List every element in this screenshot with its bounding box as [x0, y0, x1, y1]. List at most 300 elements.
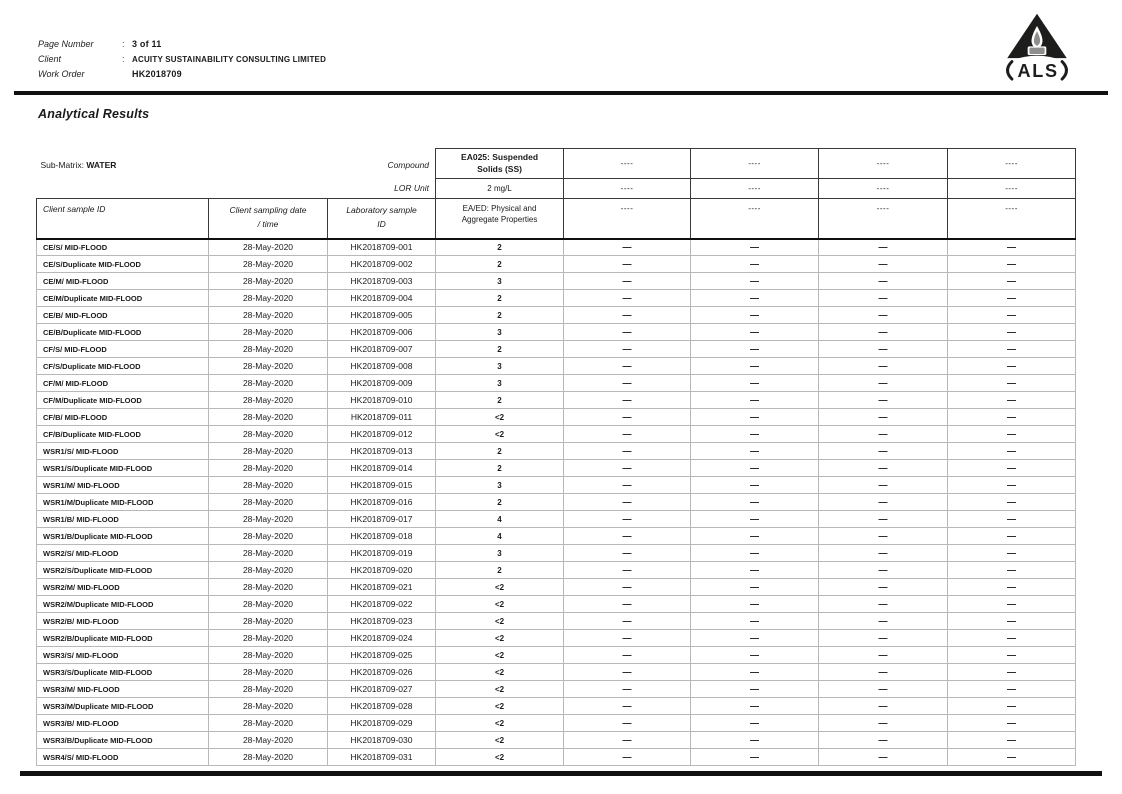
logo-burner	[1029, 48, 1044, 54]
client-sample-id-cell: CE/S/Duplicate MID-FLOOD	[37, 256, 209, 273]
table-row	[37, 358, 1076, 375]
empty-result-cell: —	[819, 749, 948, 766]
empty-result-cell: —	[948, 562, 1076, 579]
report-header	[38, 39, 326, 84]
als-logo-graphic	[1002, 11, 1072, 90]
lab-sample-id-cell: HK2018709-007	[328, 341, 436, 358]
empty-compound-header: ----	[819, 149, 948, 179]
result-cell: <2	[436, 409, 564, 426]
empty-result-cell: —	[691, 698, 819, 715]
empty-result-cell: —	[819, 307, 948, 324]
separator: :	[122, 39, 125, 49]
client-sample-id-cell: WSR3/B/Duplicate MID-FLOOD	[37, 732, 209, 749]
lab-sample-id-cell: HK2018709-011	[328, 409, 436, 426]
empty-result-cell: —	[948, 494, 1076, 511]
empty-lor-cell: ----	[948, 179, 1076, 199]
empty-method-header: ----	[691, 199, 819, 239]
empty-result-cell: —	[948, 409, 1076, 426]
empty-result-cell: —	[564, 324, 691, 341]
table-row	[37, 698, 1076, 715]
sampling-date-cell: 28-May-2020	[209, 698, 328, 715]
table-row	[37, 375, 1076, 392]
empty-result-cell: —	[691, 596, 819, 613]
sampling-date-cell: 28-May-2020	[209, 273, 328, 290]
empty-result-cell: —	[819, 732, 948, 749]
table-row	[37, 341, 1076, 358]
table-row	[37, 613, 1076, 630]
lab-sample-id-cell: HK2018709-008	[328, 358, 436, 375]
empty-result-cell: —	[564, 630, 691, 647]
results-tbody	[37, 239, 1076, 766]
table-row	[37, 545, 1076, 562]
sampling-date-cell: 28-May-2020	[209, 358, 328, 375]
client-sample-id-cell: CE/S/ MID-FLOOD	[37, 239, 209, 256]
empty-result-cell: —	[948, 528, 1076, 545]
sampling-date-cell: 28-May-2020	[209, 392, 328, 409]
table-row	[37, 732, 1076, 749]
lab-sample-id-cell: HK2018709-012	[328, 426, 436, 443]
empty-result-cell: —	[948, 732, 1076, 749]
sampling-date-cell: 28-May-2020	[209, 239, 328, 256]
empty-result-cell: —	[819, 596, 948, 613]
sampling-date-cell: 28-May-2020	[209, 460, 328, 477]
result-cell: 3	[436, 324, 564, 341]
table-row	[37, 477, 1076, 494]
page-bottom-rule	[20, 771, 1102, 776]
lab-sample-id-cell: HK2018709-023	[328, 613, 436, 630]
client-sample-id-cell: WSR3/S/ MID-FLOOD	[37, 647, 209, 664]
result-cell: <2	[436, 664, 564, 681]
empty-result-cell: —	[691, 562, 819, 579]
client-sample-id-cell: CF/M/Duplicate MID-FLOOD	[37, 392, 209, 409]
empty-result-cell: —	[948, 613, 1076, 630]
empty-result-cell: —	[691, 239, 819, 256]
table-row	[37, 460, 1076, 477]
result-cell: <2	[436, 596, 564, 613]
empty-result-cell: —	[564, 477, 691, 494]
empty-result-cell: —	[819, 511, 948, 528]
empty-result-cell: —	[819, 528, 948, 545]
lab-sample-id-cell: HK2018709-003	[328, 273, 436, 290]
empty-result-cell: —	[564, 613, 691, 630]
result-cell: 2	[436, 341, 564, 358]
lab-sample-id-cell: HK2018709-004	[328, 290, 436, 307]
empty-result-cell: —	[948, 290, 1076, 307]
empty-result-cell: —	[691, 273, 819, 290]
analyte-column-header: EA025: Suspended Solids (SS)	[436, 149, 564, 179]
result-cell: <2	[436, 647, 564, 664]
result-cell: <2	[436, 749, 564, 766]
empty-result-cell: —	[819, 409, 948, 426]
client-sample-id-cell: CF/M/ MID-FLOOD	[37, 375, 209, 392]
empty-result-cell: —	[691, 324, 819, 341]
client-value: ACUITY SUSTAINABILITY CONSULTING LIMITED	[132, 55, 327, 64]
table-row	[37, 307, 1076, 324]
sampling-date-cell: 28-May-2020	[209, 664, 328, 681]
lab-sample-id-cell: HK2018709-030	[328, 732, 436, 749]
table-row	[37, 647, 1076, 664]
empty-result-cell: —	[948, 749, 1076, 766]
sampling-date-cell: 28-May-2020	[209, 630, 328, 647]
empty-result-cell: —	[564, 443, 691, 460]
empty-result-cell: —	[691, 681, 819, 698]
result-cell: 4	[436, 511, 564, 528]
als-logo	[1002, 11, 1072, 90]
empty-result-cell: —	[819, 443, 948, 460]
lab-sample-id-cell: HK2018709-015	[328, 477, 436, 494]
client-sample-id-cell: WSR1/B/Duplicate MID-FLOOD	[37, 528, 209, 545]
analyte-lor-unit: 2 mg/L	[436, 179, 564, 199]
sampling-date-cell: 28-May-2020	[209, 290, 328, 307]
result-cell: 3	[436, 273, 564, 290]
empty-result-cell: —	[948, 324, 1076, 341]
lab-sample-id-cell: HK2018709-026	[328, 664, 436, 681]
table-row	[37, 630, 1076, 647]
result-cell: 3	[436, 477, 564, 494]
empty-result-cell: —	[819, 460, 948, 477]
sampling-date-cell: 28-May-2020	[209, 256, 328, 273]
lab-sample-id-cell: HK2018709-020	[328, 562, 436, 579]
empty-result-cell: —	[691, 460, 819, 477]
lab-sample-id-cell: HK2018709-016	[328, 494, 436, 511]
empty-result-cell: —	[948, 426, 1076, 443]
lab-sample-id-cell: HK2018709-014	[328, 460, 436, 477]
result-cell: 2	[436, 392, 564, 409]
client-row	[38, 54, 326, 69]
result-cell: 3	[436, 375, 564, 392]
empty-result-cell: —	[819, 664, 948, 681]
empty-compound-header: ----	[564, 149, 691, 179]
lab-sample-id-cell: HK2018709-027	[328, 681, 436, 698]
empty-lor-cell: ----	[564, 179, 691, 199]
empty-compound-header: ----	[948, 149, 1076, 179]
client-sample-id-cell: WSR1/M/Duplicate MID-FLOOD	[37, 494, 209, 511]
empty-result-cell: —	[948, 341, 1076, 358]
sampling-date-cell: 28-May-2020	[209, 375, 328, 392]
empty-result-cell: —	[691, 749, 819, 766]
result-cell: 4	[436, 528, 564, 545]
empty-result-cell: —	[948, 358, 1076, 375]
lab-sample-id-cell: HK2018709-024	[328, 630, 436, 647]
page-number-row	[38, 39, 326, 54]
empty-result-cell: —	[819, 256, 948, 273]
empty-result-cell: —	[691, 630, 819, 647]
empty-result-cell: —	[819, 375, 948, 392]
lab-sample-id-header: Laboratory sample ID	[328, 199, 436, 239]
empty-result-cell: —	[948, 477, 1076, 494]
table-row	[37, 579, 1076, 596]
empty-result-cell: —	[819, 562, 948, 579]
section-title: Analytical Results	[38, 107, 150, 121]
empty-result-cell: —	[691, 290, 819, 307]
table-row	[37, 715, 1076, 732]
empty-result-cell: —	[564, 528, 691, 545]
empty-result-cell: —	[948, 460, 1076, 477]
client-sample-id-cell: WSR3/S/Duplicate MID-FLOOD	[37, 664, 209, 681]
sampling-date-cell: 28-May-2020	[209, 307, 328, 324]
sampling-date-cell: 28-May-2020	[209, 341, 328, 358]
empty-result-cell: —	[691, 579, 819, 596]
empty-result-cell: —	[691, 613, 819, 630]
empty-result-cell: —	[564, 562, 691, 579]
empty-result-cell: —	[819, 358, 948, 375]
table-row	[37, 749, 1076, 766]
lab-sample-id-cell: HK2018709-022	[328, 596, 436, 613]
empty-compound-header: ----	[691, 149, 819, 179]
empty-result-cell: —	[691, 477, 819, 494]
lab-sample-id-cell: HK2018709-002	[328, 256, 436, 273]
client-sample-id-cell: WSR4/S/ MID-FLOOD	[37, 749, 209, 766]
empty-result-cell: —	[948, 647, 1076, 664]
empty-result-cell: —	[564, 307, 691, 324]
result-cell: <2	[436, 613, 564, 630]
empty-result-cell: —	[691, 358, 819, 375]
empty-result-cell: —	[948, 545, 1076, 562]
empty-result-cell: —	[564, 392, 691, 409]
result-cell: 2	[436, 562, 564, 579]
empty-result-cell: —	[819, 681, 948, 698]
client-sample-id-cell: CE/B/ MID-FLOOD	[37, 307, 209, 324]
result-cell: 2	[436, 494, 564, 511]
result-cell: <2	[436, 715, 564, 732]
client-sample-id-cell: WSR1/B/ MID-FLOOD	[37, 511, 209, 528]
empty-result-cell: —	[691, 307, 819, 324]
header-divider-rule	[14, 91, 1108, 95]
empty-result-cell: —	[819, 239, 948, 256]
client-sample-id-cell: CE/B/Duplicate MID-FLOOD	[37, 324, 209, 341]
result-cell: 2	[436, 443, 564, 460]
empty-result-cell: —	[691, 392, 819, 409]
client-sample-id-cell: WSR2/S/Duplicate MID-FLOOD	[37, 562, 209, 579]
empty-result-cell: —	[691, 732, 819, 749]
empty-result-cell: —	[564, 273, 691, 290]
compound-row-label: Compound	[387, 160, 430, 170]
empty-result-cell: —	[564, 290, 691, 307]
result-cell: <2	[436, 681, 564, 698]
table-row	[37, 511, 1076, 528]
empty-result-cell: —	[564, 664, 691, 681]
empty-result-cell: —	[691, 528, 819, 545]
client-sample-id-cell: WSR1/S/ MID-FLOOD	[37, 443, 209, 460]
sampling-date-cell: 28-May-2020	[209, 579, 328, 596]
sampling-date-cell: 28-May-2020	[209, 732, 328, 749]
empty-result-cell: —	[948, 715, 1076, 732]
sampling-date-cell: 28-May-2020	[209, 681, 328, 698]
empty-result-cell: —	[691, 409, 819, 426]
result-cell: 2	[436, 290, 564, 307]
empty-result-cell: —	[948, 256, 1076, 273]
client-sample-id-cell: WSR2/B/ MID-FLOOD	[37, 613, 209, 630]
empty-method-header: ----	[819, 199, 948, 239]
separator: :	[122, 54, 125, 64]
client-sample-id-cell: WSR3/M/ MID-FLOOD	[37, 681, 209, 698]
lab-sample-id-cell: HK2018709-001	[328, 239, 436, 256]
client-sample-id-cell: WSR2/M/Duplicate MID-FLOOD	[37, 596, 209, 613]
results-table-container	[36, 148, 1076, 766]
table-row	[37, 562, 1076, 579]
work-order-label: Work Order	[38, 69, 85, 79]
empty-result-cell: —	[819, 324, 948, 341]
sampling-date-cell: 28-May-2020	[209, 477, 328, 494]
sampling-date-cell: 28-May-2020	[209, 545, 328, 562]
sampling-date-cell: 28-May-2020	[209, 647, 328, 664]
work-order-row	[38, 69, 326, 84]
page-number-label: Page Number	[38, 39, 94, 49]
client-sample-id-cell: CE/M/ MID-FLOOD	[37, 273, 209, 290]
empty-result-cell: —	[564, 494, 691, 511]
empty-result-cell: —	[948, 681, 1076, 698]
result-cell: 3	[436, 545, 564, 562]
sampling-date-cell: 28-May-2020	[209, 324, 328, 341]
empty-result-cell: —	[819, 545, 948, 562]
lab-sample-id-cell: HK2018709-028	[328, 698, 436, 715]
sampling-date-cell: 28-May-2020	[209, 528, 328, 545]
client-sample-id-cell: WSR1/S/Duplicate MID-FLOOD	[37, 460, 209, 477]
lab-sample-id-cell: HK2018709-018	[328, 528, 436, 545]
empty-result-cell: —	[564, 358, 691, 375]
sampling-date-cell: 28-May-2020	[209, 715, 328, 732]
client-sample-id-cell: CF/S/ MID-FLOOD	[37, 341, 209, 358]
result-cell: <2	[436, 698, 564, 715]
empty-result-cell: —	[819, 647, 948, 664]
empty-result-cell: —	[948, 664, 1076, 681]
lab-sample-id-cell: HK2018709-010	[328, 392, 436, 409]
sampling-date-cell: 28-May-2020	[209, 443, 328, 460]
empty-result-cell: —	[564, 511, 691, 528]
result-cell: <2	[436, 732, 564, 749]
empty-result-cell: —	[819, 426, 948, 443]
client-sample-id-cell: CF/S/Duplicate MID-FLOOD	[37, 358, 209, 375]
sub-matrix-label: Sub-Matrix: WATER	[40, 160, 117, 170]
client-sample-id-cell: CF/B/ MID-FLOOD	[37, 409, 209, 426]
sampling-date-cell: 28-May-2020	[209, 409, 328, 426]
page-number-value: 3 of 11	[132, 39, 162, 49]
client-sample-id-cell: WSR3/B/ MID-FLOOD	[37, 715, 209, 732]
empty-result-cell: —	[948, 273, 1076, 290]
empty-result-cell: —	[819, 579, 948, 596]
empty-result-cell: —	[819, 715, 948, 732]
empty-result-cell: —	[691, 443, 819, 460]
empty-result-cell: —	[564, 426, 691, 443]
empty-result-cell: —	[564, 647, 691, 664]
logo-text: ALS	[1017, 60, 1059, 81]
empty-result-cell: —	[691, 664, 819, 681]
empty-result-cell: —	[691, 426, 819, 443]
compound-header-row	[37, 149, 1076, 179]
empty-result-cell: —	[948, 698, 1076, 715]
lor-unit-label: LOR Unit	[394, 183, 430, 194]
empty-result-cell: —	[948, 392, 1076, 409]
client-sample-id-cell: WSR3/M/Duplicate MID-FLOOD	[37, 698, 209, 715]
empty-result-cell: —	[819, 613, 948, 630]
sampling-date-cell: 28-May-2020	[209, 562, 328, 579]
empty-result-cell: —	[691, 256, 819, 273]
result-cell: 2	[436, 307, 564, 324]
empty-result-cell: —	[564, 409, 691, 426]
sub-matrix-value: WATER	[86, 160, 117, 170]
lab-sample-id-cell: HK2018709-025	[328, 647, 436, 664]
empty-result-cell: —	[691, 511, 819, 528]
table-row	[37, 290, 1076, 307]
result-cell: <2	[436, 630, 564, 647]
lab-sample-id-cell: HK2018709-021	[328, 579, 436, 596]
empty-result-cell: —	[564, 545, 691, 562]
sampling-date-cell: 28-May-2020	[209, 596, 328, 613]
empty-result-cell: —	[948, 511, 1076, 528]
analyte-method-header: EA/ED: Physical and Aggregate Properties	[436, 199, 564, 239]
result-cell: 2	[436, 460, 564, 477]
empty-result-cell: —	[948, 443, 1076, 460]
empty-result-cell: —	[819, 630, 948, 647]
client-sample-id-cell: WSR2/B/Duplicate MID-FLOOD	[37, 630, 209, 647]
lab-sample-id-cell: HK2018709-031	[328, 749, 436, 766]
lab-sample-id-cell: HK2018709-009	[328, 375, 436, 392]
empty-result-cell: —	[564, 596, 691, 613]
sampling-date-header: Client sampling date / time	[209, 199, 328, 239]
empty-result-cell: —	[819, 477, 948, 494]
column-header-row	[37, 199, 1076, 239]
empty-result-cell: —	[948, 307, 1076, 324]
empty-result-cell: —	[564, 256, 691, 273]
empty-result-cell: —	[948, 630, 1076, 647]
empty-result-cell: —	[819, 494, 948, 511]
empty-lor-cell: ----	[691, 179, 819, 199]
empty-result-cell: —	[564, 698, 691, 715]
table-row	[37, 596, 1076, 613]
empty-result-cell: —	[819, 341, 948, 358]
result-cell: 2	[436, 256, 564, 273]
empty-result-cell: —	[564, 579, 691, 596]
sampling-date-cell: 28-May-2020	[209, 749, 328, 766]
empty-result-cell: —	[948, 375, 1076, 392]
empty-result-cell: —	[691, 494, 819, 511]
table-row	[37, 528, 1076, 545]
empty-result-cell: —	[691, 647, 819, 664]
lab-sample-id-cell: HK2018709-013	[328, 443, 436, 460]
client-sample-id-cell: WSR2/S/ MID-FLOOD	[37, 545, 209, 562]
table-row	[37, 256, 1076, 273]
empty-result-cell: —	[564, 375, 691, 392]
client-sample-id-cell: CE/M/Duplicate MID-FLOOD	[37, 290, 209, 307]
table-row	[37, 324, 1076, 341]
empty-result-cell: —	[819, 698, 948, 715]
result-cell: <2	[436, 579, 564, 596]
empty-result-cell: —	[564, 749, 691, 766]
table-row	[37, 681, 1076, 698]
lab-sample-id-cell: HK2018709-019	[328, 545, 436, 562]
empty-result-cell: —	[691, 545, 819, 562]
work-order-value: HK2018709	[132, 69, 182, 79]
empty-lor-cell: ----	[819, 179, 948, 199]
table-row	[37, 494, 1076, 511]
empty-result-cell: —	[691, 341, 819, 358]
empty-result-cell: —	[819, 392, 948, 409]
empty-method-header: ----	[948, 199, 1076, 239]
table-row	[37, 409, 1076, 426]
client-sample-id-cell: CF/B/Duplicate MID-FLOOD	[37, 426, 209, 443]
empty-result-cell: —	[948, 596, 1076, 613]
lab-sample-id-cell: HK2018709-017	[328, 511, 436, 528]
empty-result-cell: —	[691, 375, 819, 392]
empty-result-cell: —	[691, 715, 819, 732]
client-sample-id-header: Client sample ID	[37, 199, 209, 239]
empty-result-cell: —	[564, 341, 691, 358]
table-row	[37, 273, 1076, 290]
result-cell: 2	[436, 239, 564, 256]
table-row	[37, 392, 1076, 409]
empty-result-cell: —	[819, 290, 948, 307]
lab-sample-id-cell: HK2018709-029	[328, 715, 436, 732]
